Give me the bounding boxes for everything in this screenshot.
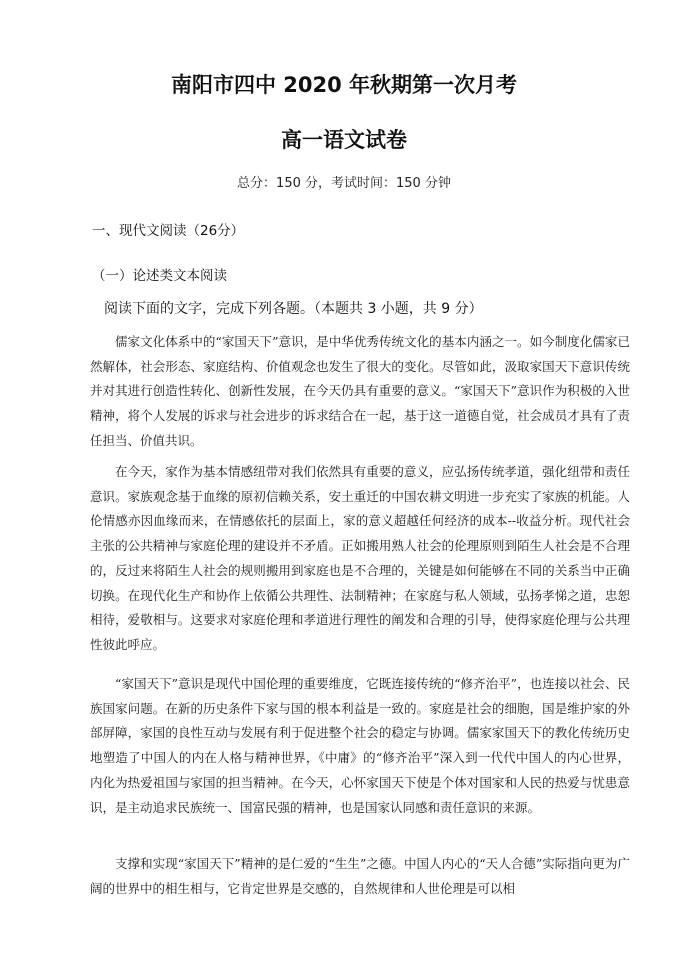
reading-instruction: 阅读下面的文字，完成下列各题。（本题共 3 小题，共 9 分） — [104, 301, 483, 317]
exam-meta: 总分：150 分，考试时间：150 分钟 — [237, 176, 451, 191]
paper-title: 高一语文试卷 — [281, 128, 407, 152]
section-heading: 一、现代文阅读（26分） — [92, 223, 245, 239]
passage-paragraph-4: 支撑和实现“家国天下”精神的是仁爱的“生生”之德。中国人内心的“天人合德”实际指向更为广阔的世界中的相生相与，它肯定世界是交感的，自然规律和人世伦理是可以相 — [90, 856, 630, 896]
subsection-heading: （一）论述类文本阅读 — [92, 268, 227, 284]
passage-paragraph-2: 在今天，家作为基本情感纽带对我们依然具有重要的意义，应弘扬传统孝道，强化纽带和责任意识。家族观念基于血缘的原初信赖关系，安土重迁的中国农耕文明进一步充实了家族的机能。人伦情感亦因血缘而来，在情感依托的层面上，家的意义超越任何经济的成本--收益分析。现代社会主张的公共精神与家庭伦理的建设并不矛盾。正如搬用熟人社会的伦理原则到陌生人社会是不合理的，反过来将陌生人社会的规则搬用到家庭也是不合理的，关键是如何能够在不同的关系当中正确切换。在现代化生产和协作上依循公共理性、法制精神；在家庭与私人领域，弘扬孝悌之道，忠恕相待，爱敬相与。这要求对家庭伦理和孝道进行理性的阐发和合理的引导，使得家庭伦理与公共理性彼此呼应。 — [90, 464, 630, 652]
exam-title: 南阳市四中 2020 年秋期第一次月考 — [170, 73, 518, 97]
passage-paragraph-1: 儒家文化体系中的“家国天下”意识，是中华优秀传统文化的基本内涵之一。如今制度化儒家已然解体，社会形态、家庭结构、价值观念也发生了很大的变化。尽管如此，汲取家国天下意识传统并对其进行创造性转化、创新性发展，在今天仍具有重要的意义。“家国天下”意识作为积极的入世精神，将个人发展的诉求与社会进步的诉求结合在一起，基于这一道德自觉，社会成员才具有了责任担当、价值共识。 — [90, 334, 630, 448]
passage-paragraph-3: “家国天下”意识是现代中国伦理的重要维度，它既连接传统的“修齐治平”，也连接以社会、民族国家问题。在新的历史条件下家与国的根本利益是一致的。家庭是社会的细胞，国是维护家的外部屏障，家国的良性互动与发展有利于促进整个社会的稳定与协调。儒家家国天下的教化传统历史地塑造了中国人的内在人格与精神世界，《中庸》的“修齐治平”深入到一代代中国人的内心世界，内化为热爱祖国与家国的担当精神。在今天，心怀家国天下使是个体对国家和人民的热爱与忧患意识，是主动追求民族统一、国富民强的精神，也是国家认同感和责任意识的来源。 — [90, 676, 630, 815]
